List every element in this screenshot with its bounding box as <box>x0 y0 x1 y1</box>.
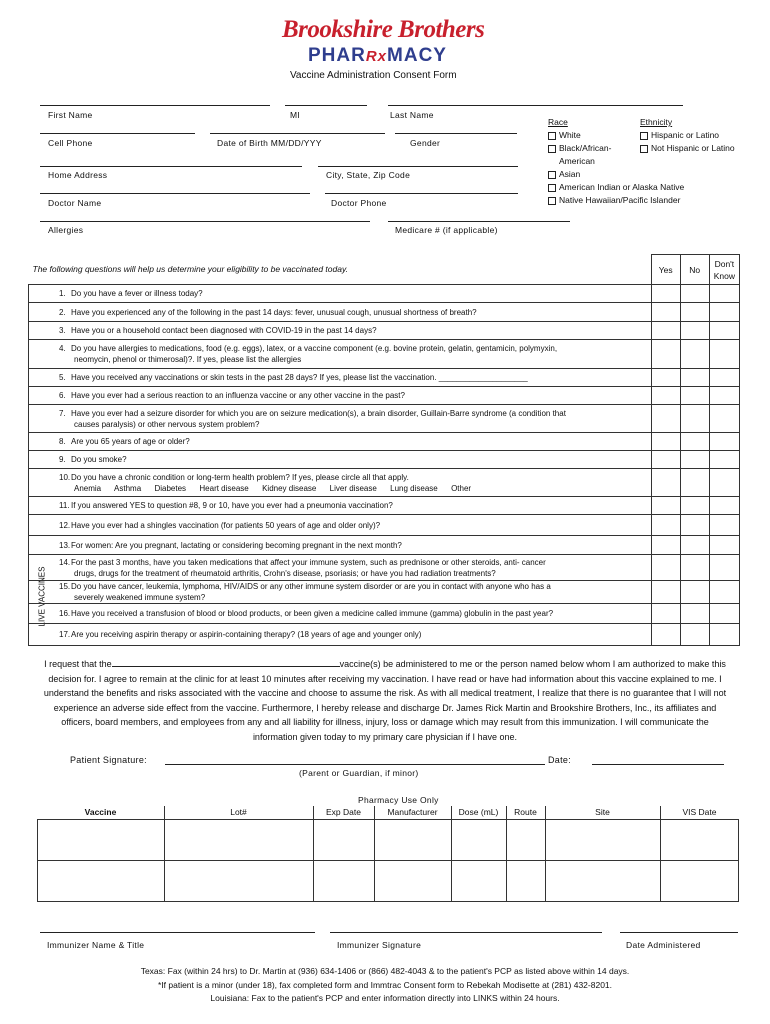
footer-texas: Texas: Fax (within 24 hrs) to Dr. Martin at (936) 634-1406 or (866) 482-4043 & to the patient's PCP as listed above within 14 days. <box>140 966 630 976</box>
question-row <box>29 515 740 536</box>
cell[interactable] <box>38 820 165 861</box>
city-state-zip-label: City, State, Zip Code <box>326 170 411 180</box>
cell[interactable] <box>545 861 660 902</box>
question-number: 1. <box>59 289 66 298</box>
question-text: Are you receiving aspirin therapy or aspirin-containing therapy? (18 years of age and younger only) <box>71 630 422 639</box>
checkbox-icon[interactable] <box>548 132 556 140</box>
answer-no-cell[interactable] <box>680 433 709 451</box>
dont-know-header: Don't Know <box>709 255 739 285</box>
question-text: Are you 65 years of age or older? <box>71 437 190 446</box>
question-row <box>29 340 740 369</box>
immunizer-signature-line[interactable] <box>330 932 602 933</box>
doctor-name-line[interactable] <box>40 193 310 194</box>
answer-dont-know-cell[interactable] <box>709 369 739 387</box>
race-option-black[interactable]: Black/African- <box>548 142 684 155</box>
first-name-label: First Name <box>48 110 93 120</box>
question-text-cell <box>29 624 652 646</box>
question-text: Have you received a transfusion of blood or blood products, or been given a medicine called immune (gamma) globulin in the past year? <box>71 609 554 618</box>
question-text: Have you ever had a shingles vaccination (for patients 50 years of age and older only)? <box>71 520 381 530</box>
city-state-zip-line[interactable] <box>318 166 518 167</box>
dob-label: Date of Birth MM/DD/YYY <box>217 138 322 148</box>
col-vaccine: Vaccine <box>38 806 165 820</box>
question-text: Do you have allergies to medications, food (e.g. eggs), latex, or a vaccine component (e.g. bovine protein, gelatin, gentamicin, polymyxin, <box>71 344 558 353</box>
answer-no-cell[interactable] <box>680 497 709 515</box>
question-row <box>29 369 740 387</box>
ethnicity-group <box>640 116 735 155</box>
question-text: Have you or a household contact been diagnosed with COVID-19 in the past 14 days? <box>71 326 377 335</box>
question-text-cell <box>29 387 652 405</box>
question-text-cell <box>29 497 652 515</box>
allergies-line[interactable] <box>40 221 370 222</box>
question-text: Do you have a fever or illness today? <box>71 289 203 298</box>
allergies-label: Allergies <box>48 225 84 235</box>
question-row <box>29 624 740 646</box>
question-text-cell <box>29 285 652 303</box>
answer-no-cell[interactable] <box>680 451 709 469</box>
checkbox-icon[interactable] <box>640 145 648 153</box>
pharmacy-use-title: Pharmacy Use Only <box>358 795 439 805</box>
question-number: 5. <box>59 373 66 382</box>
col-lot: Lot# <box>164 806 313 820</box>
question-text-cell <box>29 555 652 581</box>
immunizer-name-line[interactable] <box>40 932 315 933</box>
col-dose: Dose (mL) <box>451 806 506 820</box>
form-title: Vaccine Administration Consent Form <box>290 70 457 81</box>
date-label: Date: <box>548 755 572 765</box>
question-number: 12. <box>59 520 71 530</box>
question-text: For the past 3 months, have you taken medications that affect your immune system, such as prednisone or other steroids, anti- cancer <box>71 557 546 567</box>
question-number: 8. <box>59 437 66 446</box>
question-text-cell <box>29 433 652 451</box>
answer-dont-know-cell[interactable] <box>709 285 739 303</box>
gender-line[interactable] <box>395 133 517 134</box>
race-option-native-hawaiian[interactable]: Native Hawaiian/Pacific Islander <box>548 194 684 207</box>
question-number: 10. <box>59 472 71 482</box>
answer-yes-cell[interactable] <box>651 624 680 646</box>
answer-yes-cell[interactable] <box>651 536 680 555</box>
answer-dont-know-cell[interactable] <box>709 581 739 604</box>
answer-no-cell[interactable] <box>680 536 709 555</box>
answer-yes-cell[interactable] <box>651 405 680 433</box>
answer-dont-know-cell[interactable] <box>709 405 739 433</box>
answer-dont-know-cell[interactable] <box>709 624 739 646</box>
question-number: 7. <box>59 408 66 418</box>
cell[interactable] <box>164 861 313 902</box>
question-text-continued: Anemia Asthma Diabetes Heart disease Kidney disease Liver disease Lung disease Other <box>74 483 472 493</box>
checkbox-icon[interactable] <box>548 184 556 192</box>
answer-dont-know-cell[interactable] <box>709 451 739 469</box>
question-row <box>29 303 740 322</box>
question-row <box>29 285 740 303</box>
question-number: 9. <box>59 455 66 464</box>
doctor-name-label: Doctor Name <box>48 198 102 208</box>
answer-no-cell[interactable] <box>680 581 709 604</box>
question-text-cell <box>29 322 652 340</box>
question-text-cell <box>29 405 652 433</box>
ethnicity-heading: Ethnicity <box>640 117 673 127</box>
question-row <box>29 451 740 469</box>
question-row <box>29 497 740 515</box>
question-row <box>29 536 740 555</box>
checkbox-icon[interactable] <box>548 171 556 179</box>
patient-signature-label: Patient Signature: <box>70 755 147 765</box>
answer-yes-cell[interactable] <box>651 369 680 387</box>
question-row <box>29 555 740 581</box>
cell[interactable] <box>313 820 374 861</box>
answer-no-cell[interactable] <box>680 405 709 433</box>
question-row <box>29 604 740 624</box>
answer-yes-cell[interactable] <box>651 581 680 604</box>
race-option-white[interactable]: White <box>548 129 684 142</box>
answer-yes-cell[interactable] <box>651 387 680 405</box>
answer-yes-cell[interactable] <box>651 515 680 536</box>
checkbox-icon[interactable] <box>548 145 556 153</box>
answer-yes-cell[interactable] <box>651 303 680 322</box>
answer-no-cell[interactable] <box>680 369 709 387</box>
immunizer-name-label: Immunizer Name & Title <box>47 940 145 950</box>
doctor-phone-label: Doctor Phone <box>331 198 387 208</box>
col-vis-date: VIS Date <box>660 806 739 820</box>
question-text: Have you ever had a serious reaction to an influenza vaccine or any other vaccine in the past? <box>71 391 405 400</box>
question-number: 15. <box>59 582 71 591</box>
cell[interactable] <box>660 820 739 861</box>
answer-dont-know-cell[interactable] <box>709 515 739 536</box>
answer-dont-know-cell[interactable] <box>709 604 739 624</box>
question-text: Have you ever had a seizure disorder for which you are on seizure medication(s), a brain disorder, Guillain-Barre syndrome (a condition that <box>71 408 566 418</box>
question-text-cell <box>29 303 652 322</box>
col-exp-date: Exp Date <box>313 806 374 820</box>
race-option-asian[interactable]: Asian <box>548 168 684 181</box>
consent-part-2: vaccine(s) be administered to me or the person named below whom I am authorized to make <box>339 659 710 669</box>
mi-label: MI <box>290 110 301 120</box>
home-address-label: Home Address <box>48 170 108 180</box>
answer-no-cell[interactable] <box>680 303 709 322</box>
patient-signature-line[interactable] <box>165 764 545 765</box>
pharmacy-use-table <box>37 806 739 902</box>
first-name-line[interactable] <box>40 105 270 106</box>
question-text-cell <box>29 340 652 369</box>
question-row <box>29 387 740 405</box>
answer-no-cell[interactable] <box>680 604 709 624</box>
cell[interactable] <box>506 861 545 902</box>
question-text: If you answered YES to question #8, 9 or 10, have you ever had a pneumonia vaccination? <box>71 501 393 510</box>
question-text: Do you have cancer, leukemia, lymphoma, HIV/AIDS or any other immune system disorder or are you in contact with anyone who has a <box>71 582 551 591</box>
cell-phone-label: Cell Phone <box>48 138 93 148</box>
consent-part-3: this decision for. I agree to remain at the clinic for at least 10 minutes after receiving my vaccination. I have read or have had information about this vaccine explained to me. I understand the benefits and risks associated with the vaccine and choose to assume the risk. As with all medical treatment, I realize that there is no guarantee that I will not experience an adverse side effect from the vaccine. Furthermore, I hereby release and discharge Dr. James Rick Martin and Brookshire Brothers, Inc., its affiliates and officers, board members, and employees from any and all liability for illness, injury, loss or damage which may result from this immunization. I will communicate the information given today to my primary care physician if I have one. <box>43 659 727 742</box>
col-manufacturer: Manufacturer <box>374 806 451 820</box>
question-text-continued: neomycin, phenol or thimerosal)?. If yes, please list the allergies <box>74 355 302 364</box>
question-row <box>29 322 740 340</box>
question-text-cell <box>29 451 652 469</box>
answer-dont-know-cell[interactable] <box>709 340 739 369</box>
question-text-continued: causes paralysis) or other nervous system problem? <box>74 419 260 429</box>
col-route: Route <box>506 806 545 820</box>
answer-no-cell[interactable] <box>680 555 709 581</box>
guardian-note: (Parent or Guardian, if minor) <box>299 768 419 778</box>
gender-label: Gender <box>410 138 441 148</box>
question-text-cell <box>29 469 652 497</box>
cell[interactable] <box>38 861 165 902</box>
checkbox-icon[interactable] <box>640 132 648 140</box>
answer-yes-cell[interactable] <box>651 555 680 581</box>
logo-pharmacy-a: PHAR <box>308 45 366 66</box>
answer-no-cell[interactable] <box>680 624 709 646</box>
question-number: 4. <box>59 344 66 353</box>
date-line[interactable] <box>592 764 724 765</box>
race-option-continuation: American <box>559 156 595 166</box>
answer-dont-know-cell[interactable] <box>709 497 739 515</box>
dob-line[interactable] <box>210 133 385 134</box>
ethnicity-option-hispanic[interactable]: Hispanic or Latino <box>640 129 735 142</box>
answer-no-cell[interactable] <box>680 469 709 497</box>
answer-dont-know-cell[interactable] <box>709 433 739 451</box>
question-text-cell <box>29 515 652 536</box>
cell[interactable] <box>313 861 374 902</box>
cell-phone-line[interactable] <box>40 133 195 134</box>
pharmacy-use-header-row <box>38 806 739 820</box>
answer-yes-cell[interactable] <box>651 497 680 515</box>
yes-header: Yes <box>651 255 680 285</box>
last-name-label: Last Name <box>390 110 434 120</box>
mi-line[interactable] <box>285 105 367 106</box>
race-heading: Race <box>548 117 568 127</box>
question-text: Do you smoke? <box>71 455 127 464</box>
cell[interactable] <box>374 820 451 861</box>
question-number: 11. <box>59 501 70 510</box>
medicare-line[interactable] <box>388 221 570 222</box>
question-row <box>29 469 740 497</box>
cell[interactable] <box>451 820 506 861</box>
question-row <box>29 405 740 433</box>
answer-no-cell[interactable] <box>680 285 709 303</box>
pharmacy-use-row <box>38 820 739 861</box>
questions-header-row <box>29 255 740 285</box>
answer-yes-cell[interactable] <box>651 433 680 451</box>
date-administered-label: Date Administered <box>626 940 701 950</box>
question-number: 13. <box>59 540 71 550</box>
answer-no-cell[interactable] <box>680 515 709 536</box>
question-number: 14. <box>59 557 71 567</box>
checkbox-icon[interactable] <box>548 197 556 205</box>
consent-paragraph <box>40 657 730 744</box>
question-text-continued: drugs, drugs for the treatment of rheumatoid arthritis, Crohn's disease, psoriasis; or have you had radiation treatments? <box>74 568 496 578</box>
answer-yes-cell[interactable] <box>651 451 680 469</box>
question-number: 2. <box>59 307 66 317</box>
cell[interactable] <box>660 861 739 902</box>
date-administered-line[interactable] <box>620 932 738 933</box>
logo-pharmacy <box>308 45 447 67</box>
question-row <box>29 433 740 451</box>
question-text-continued: severely weakened immune system? <box>74 593 206 602</box>
question-text: For women: Are you pregnant, lactating or considering becoming pregnant in the next month? <box>71 540 402 550</box>
medicare-label: Medicare # (if applicable) <box>395 225 498 235</box>
no-header: No <box>680 255 709 285</box>
logo-brand-name: Brookshire Brothers <box>282 16 485 43</box>
question-number: 3. <box>59 326 66 335</box>
answer-dont-know-cell[interactable] <box>709 536 739 555</box>
question-number: 6. <box>59 391 66 400</box>
doctor-phone-line[interactable] <box>325 193 518 194</box>
question-number: 17. <box>59 630 71 639</box>
question-number: 16. <box>59 609 71 618</box>
questions-table <box>28 254 740 646</box>
cell[interactable] <box>374 861 451 902</box>
question-row <box>29 581 740 604</box>
answer-yes-cell[interactable] <box>651 285 680 303</box>
answer-yes-cell[interactable] <box>651 604 680 624</box>
question-text-cell <box>29 604 652 624</box>
logo-pharmacy-b: MACY <box>387 45 447 66</box>
live-vaccines-label: LIVE VACCINES <box>37 566 47 627</box>
col-site: Site <box>545 806 660 820</box>
cell[interactable] <box>451 861 506 902</box>
footer-louisiana: Louisiana: Fax to the patient's PCP and enter information directly into LINKS within 24 hours. <box>210 993 560 1003</box>
question-text-cell <box>29 581 652 604</box>
immunizer-signature-label: Immunizer Signature <box>337 940 422 950</box>
vaccine-blank[interactable] <box>112 657 340 667</box>
answer-yes-cell[interactable] <box>651 340 680 369</box>
last-name-line[interactable] <box>388 105 683 106</box>
ethnicity-option-not-hispanic[interactable]: Not Hispanic or Latino <box>640 142 735 155</box>
cell[interactable] <box>164 820 313 861</box>
answer-dont-know-cell[interactable] <box>709 555 739 581</box>
question-text: Have you received any vaccinations or skin tests in the past 28 days? If yes, please list the vaccination. ____________________ <box>71 373 528 382</box>
questions-intro: The following questions will help us determine your eligibility to be vaccinated today. <box>29 255 652 285</box>
question-text: Have you experienced any of the following in the past 14 days: fever, unusual cough, unusual shortness of breath? <box>71 307 477 317</box>
answer-yes-cell[interactable] <box>651 322 680 340</box>
answer-yes-cell[interactable] <box>651 469 680 497</box>
consent-part-1: I request that the <box>44 659 112 669</box>
answer-dont-know-cell[interactable] <box>709 322 739 340</box>
answer-no-cell[interactable] <box>680 322 709 340</box>
footer-minor: *If patient is a minor (under 18), fax completed form and Immtrac Consent form to Rebekah Modisette at (281) 432-8201. <box>157 980 613 990</box>
answer-no-cell[interactable] <box>680 387 709 405</box>
question-text: Do you have a chronic condition or long-term health problem? If yes, please circle all that apply. <box>71 472 409 482</box>
rx-icon: Rx <box>365 48 388 65</box>
pharmacy-use-row <box>38 861 739 902</box>
answer-dont-know-cell[interactable] <box>709 387 739 405</box>
cell[interactable] <box>545 820 660 861</box>
question-text-cell <box>29 369 652 387</box>
home-address-line[interactable] <box>40 166 302 167</box>
answer-dont-know-cell[interactable] <box>709 469 739 497</box>
question-text-cell <box>29 536 652 555</box>
answer-no-cell[interactable] <box>680 340 709 369</box>
answer-dont-know-cell[interactable] <box>709 303 739 322</box>
race-option-american-indian[interactable]: American Indian or Alaska Native <box>548 181 684 194</box>
cell[interactable] <box>506 820 545 861</box>
